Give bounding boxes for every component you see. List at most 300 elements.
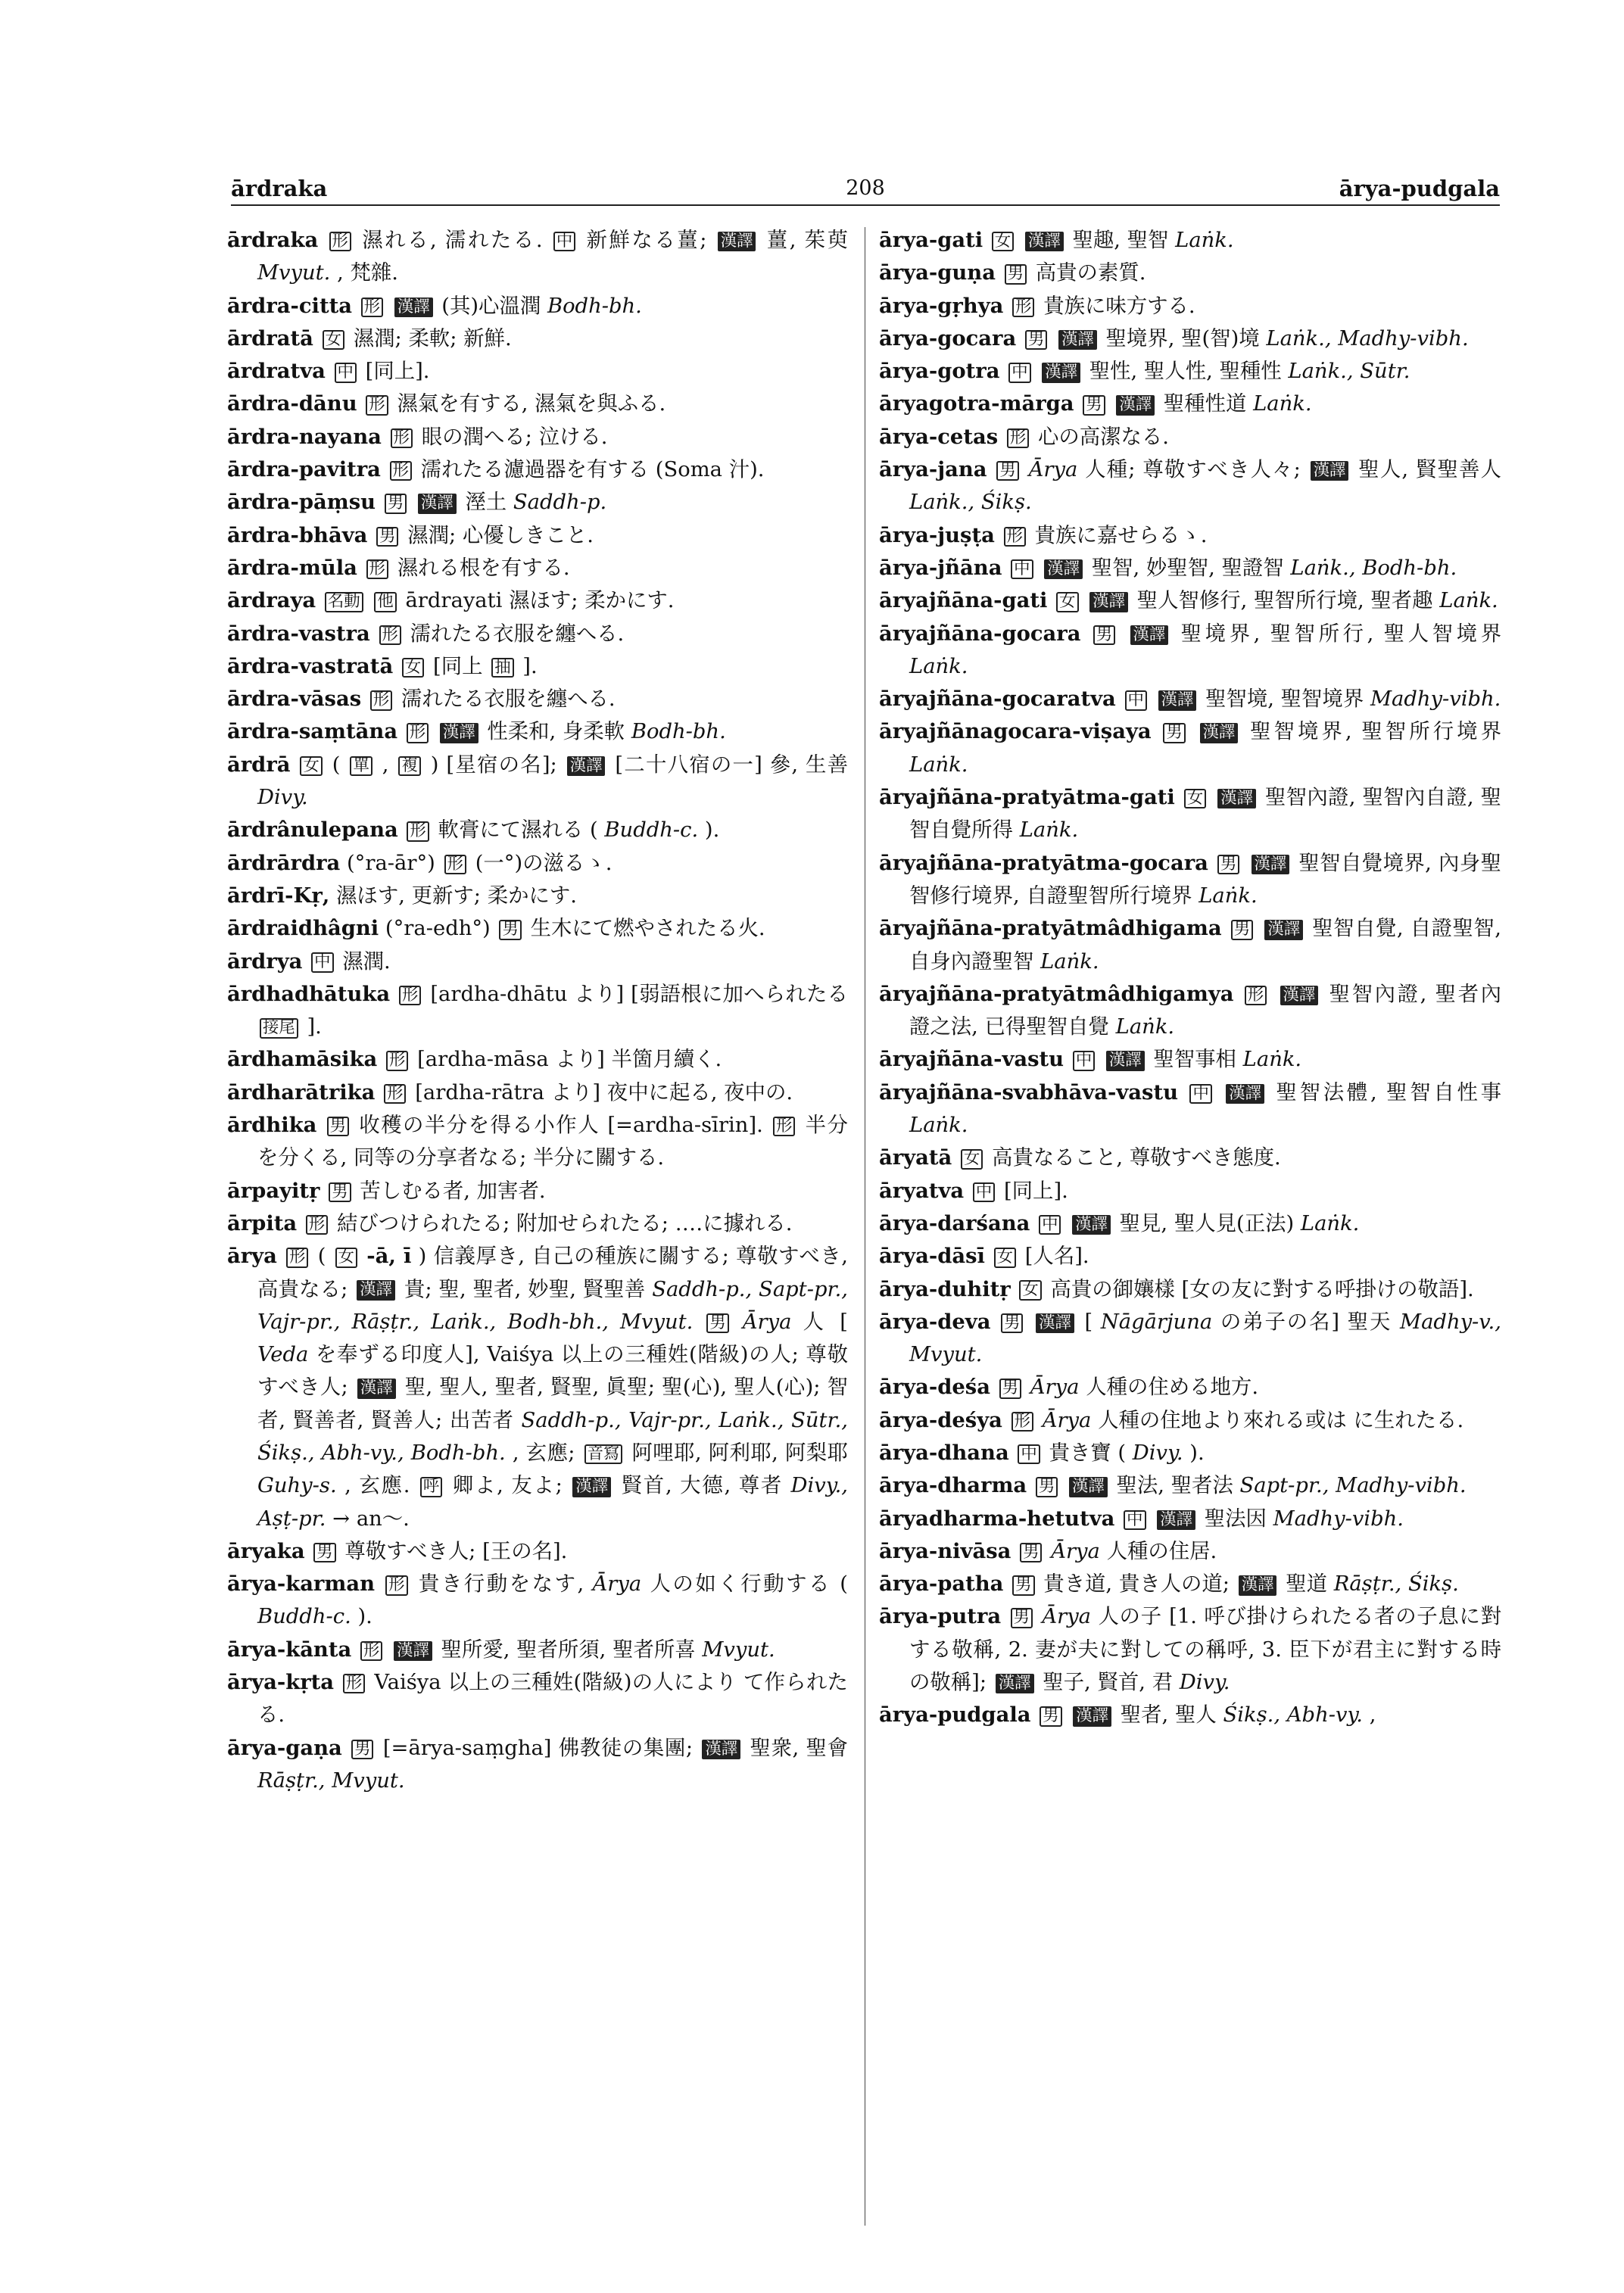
- definition-text: [=ārya-saṃgha] 佛教徒の集團;: [382, 1736, 694, 1760]
- grammar-tag: 男: [1083, 395, 1105, 415]
- definition-text: 阿哩耶, 阿利耶, 阿梨耶: [631, 1441, 848, 1465]
- source-citation: Divy., Aṣṭ-pr.: [257, 1474, 848, 1531]
- entry-headword: āryajñāna-pratyātmâdhigamya: [879, 981, 1234, 1006]
- entry-headword: ārdrya: [227, 949, 303, 974]
- entry-headword: āryajñāna-vastu: [879, 1047, 1064, 1072]
- running-head-left: ārdraka: [231, 176, 328, 201]
- entry-headword: ārya-pudgala: [879, 1703, 1031, 1728]
- entry-headword: ārdratā: [227, 326, 313, 350]
- grammar-tag: 形: [444, 855, 466, 874]
- definition-text: 心の高潔なる.: [1037, 425, 1170, 449]
- entry-headword: ārpayitṛ: [227, 1178, 320, 1203]
- header-rule: [231, 204, 1500, 206]
- definition-text: ,: [382, 752, 389, 777]
- definition-text: 聖智, 妙聖智, 聖證智: [1091, 556, 1284, 580]
- dictionary-entry: [879, 224, 1501, 257]
- dictionary-entry: [227, 1043, 848, 1076]
- definition-text: 貴き行動をなす,: [418, 1572, 584, 1597]
- definition-text: ].: [307, 1015, 322, 1039]
- source-citation: Laṅk.: [1040, 949, 1099, 974]
- translation-marker: 漢譯: [1058, 330, 1097, 350]
- definition-text: 聖智境, 聖智境界: [1205, 687, 1364, 712]
- grammar-tag: 形: [1004, 527, 1026, 547]
- definition-text: の弟子の名] 聖天: [1220, 1310, 1392, 1334]
- definition-text: 人種の住地より來れる或は に生れたる.: [1098, 1408, 1464, 1432]
- grammar-tag: 形: [386, 1051, 408, 1070]
- entry-headword: ārya-gotra: [879, 359, 1000, 384]
- dictionary-entry: [227, 1732, 848, 1798]
- entry-headword: ārdra-pavitra: [227, 457, 381, 482]
- definition-text: 濕れる根を有する.: [397, 556, 570, 580]
- grammar-tag: 男: [385, 494, 407, 513]
- definition-text: 貴族に嘉せらるゝ.: [1034, 523, 1208, 547]
- entry-headword: āryajñāna-gocaratva: [879, 687, 1116, 712]
- source-citation: Ārya: [1028, 458, 1078, 482]
- entry-headword: ārya-jñāna: [879, 555, 1002, 580]
- grammar-tag: 女: [994, 1248, 1016, 1267]
- grammar-tag: 形: [329, 232, 351, 251]
- entry-headword: ārya-duhitṛ: [879, 1276, 1011, 1301]
- translation-marker: 漢譯: [1089, 592, 1128, 612]
- grammar-tag: 女: [1184, 789, 1206, 808]
- entry-headword: ārya-dhana: [879, 1440, 1009, 1465]
- grammar-tag: 形: [343, 1674, 365, 1693]
- definition-text: Vaiśya 以上の三種姓(階級)の人により て作られたる.: [257, 1671, 848, 1728]
- entry-headword: ārdra-bhāva: [227, 522, 368, 547]
- dictionary-entry: [227, 224, 848, 290]
- definition-text: 高貴の御孃樣 [女の友に對する呼掛けの敬語].: [1050, 1277, 1474, 1301]
- source-citation: Nāgārjuna: [1100, 1310, 1213, 1334]
- source-citation: Madhy-vibh.: [1273, 1506, 1404, 1531]
- translation-marker: 漢譯: [718, 232, 756, 251]
- grammar-tag: 中: [1073, 1051, 1095, 1070]
- definition-text: 溼土: [465, 491, 507, 515]
- entry-headword: ārya-kānta: [227, 1637, 352, 1662]
- definition-text: ).: [704, 818, 720, 843]
- grammar-tag: 男: [1001, 1313, 1023, 1333]
- entry-headword: ārdraya: [227, 588, 316, 613]
- definition-text: 貴; 聖, 聖者, 妙聖, 賢聖善: [404, 1277, 646, 1301]
- grammar-tag: 男: [999, 1379, 1021, 1398]
- definition-text: 聖法, 聖者法: [1116, 1474, 1233, 1498]
- entry-headword: ārya-guṇa: [879, 260, 996, 285]
- translation-marker: 漢譯: [1044, 559, 1083, 579]
- entry-headword: āryajñāna-gocara: [879, 621, 1081, 646]
- dictionary-entry: [227, 355, 848, 388]
- dictionary-entry: [227, 814, 848, 846]
- entry-headword: ārya-jana: [879, 457, 987, 482]
- dictionary-entry: [879, 618, 1501, 684]
- dictionary-entry: [227, 1207, 848, 1240]
- definition-text: 眼の潤へる; 泣ける.: [421, 425, 608, 449]
- definition-text: 人の子 [1. 呼び掛けられたる者の子息に對する敬稱, 2. 妻が夫に對しての稱呼, 3. 臣下が君主に對する時の敬稱];: [909, 1605, 1501, 1695]
- source-citation: Śikṣ., Abh-vy.: [1223, 1703, 1363, 1728]
- entry-headword: ārya-nivāsa: [879, 1538, 1011, 1563]
- grammar-tag: 男: [1231, 920, 1253, 939]
- grammar-tag: 形: [1011, 1412, 1033, 1432]
- definition-text: 人種の住める地方.: [1086, 1375, 1259, 1400]
- dictionary-entry: [879, 683, 1501, 715]
- grammar-tag: 男: [313, 1543, 335, 1562]
- entry-headword: āryajñāna-pratyātma-gocara: [879, 850, 1208, 875]
- translation-marker: 漢譯: [394, 298, 433, 317]
- grammar-tag: 男: [706, 1313, 728, 1333]
- definition-text: (一°)の滋るゝ.: [475, 851, 613, 875]
- definition-text: 收穫の半分を得る小作人 [=ardha-sīrin].: [359, 1114, 763, 1138]
- grammar-tag: 男: [329, 1182, 351, 1202]
- grammar-tag: 男: [376, 527, 398, 547]
- dictionary-entry: [227, 946, 848, 978]
- grammar-tag: 中: [1125, 690, 1147, 710]
- grammar-tag: 女: [1019, 1280, 1041, 1300]
- grammar-tag: 單: [350, 756, 372, 776]
- dictionary-entry: [879, 355, 1501, 388]
- entry-headword: āryajñāna-pratyātmâdhigama: [879, 916, 1222, 941]
- grammar-tag: 男: [1025, 330, 1047, 350]
- translation-marker: 漢譯: [357, 1379, 396, 1398]
- entry-headword: ārya-deva: [879, 1309, 991, 1334]
- dictionary-entry: [227, 453, 848, 486]
- translation-marker: 漢譯: [1226, 1084, 1264, 1104]
- definition-text: [同上].: [1003, 1179, 1068, 1203]
- source-citation: Divy.: [1132, 1441, 1183, 1465]
- definition-text: 高貴なること, 尊敬すべき態度.: [992, 1146, 1281, 1170]
- entry-headword: āryajñāna-gati: [879, 588, 1048, 613]
- dictionary-entry: [879, 1142, 1501, 1174]
- grammar-tag: 男: [1005, 264, 1027, 284]
- dictionary-entry: [879, 912, 1501, 978]
- entry-headword: āryajñāna-pratyātma-gati: [879, 785, 1175, 810]
- grammar-tag: 中: [1011, 559, 1033, 579]
- definition-text: ) [星宿の名];: [430, 752, 557, 777]
- source-citation: Laṅk.: [1115, 1015, 1175, 1039]
- definition-text: 聖人智修行, 聖智所行境, 聖者趣: [1136, 589, 1433, 613]
- translation-marker: 漢譯: [1042, 363, 1080, 382]
- entry-headword: ārdra-vastra: [227, 621, 370, 646]
- definition-text: 聖智內證, 聖智內自證, 聖智自覺所得: [909, 786, 1501, 843]
- source-citation: Rāṣṭr., Mvyut.: [257, 1768, 405, 1793]
- source-citation: Laṅk.: [1439, 589, 1498, 613]
- definition-text: , 玄應.: [344, 1474, 410, 1498]
- source-citation: Laṅk., Madhy-vibh.: [1266, 326, 1469, 350]
- source-citation: Bodh-bh.: [547, 294, 642, 318]
- definition-text: 聖子, 賢首, 君: [1043, 1671, 1174, 1695]
- grammar-tag: 女: [1056, 592, 1078, 612]
- translation-marker: 漢譯: [1280, 986, 1319, 1005]
- translation-marker: 漢譯: [1157, 1510, 1195, 1530]
- definition-text: (: [332, 752, 341, 777]
- source-citation: Laṅk.: [1242, 1048, 1302, 1072]
- source-citation: Sapt-pr., Madhy-vibh.: [1239, 1474, 1467, 1498]
- grammar-tag: 形: [361, 298, 383, 317]
- definition-text: 性柔和, 身柔軟: [487, 720, 625, 744]
- dictionary-entry: [227, 519, 848, 552]
- grammar-tag: 形: [773, 1117, 795, 1136]
- definition-text: 聖智境界, 聖智所行境界: [1250, 720, 1501, 744]
- grammar-tag: 男: [996, 461, 1018, 481]
- definition-text: 聖所愛, 聖者所須, 聖者所喜: [441, 1637, 696, 1662]
- grammar-tag: 男: [1093, 625, 1115, 645]
- definition-text: ārdrayati 濕ほす; 柔かにす.: [405, 589, 675, 613]
- entry-headword: ārdraka: [227, 228, 319, 252]
- grammar-tag: 音寫: [584, 1444, 623, 1464]
- grammar-tag: 男: [1036, 1477, 1058, 1497]
- translation-marker: 漢譯: [1106, 1051, 1145, 1070]
- dictionary-entry: [879, 421, 1501, 453]
- definition-text: 人 [: [803, 1310, 848, 1334]
- page-number: 208: [846, 176, 885, 200]
- definition-text: 聖智事相: [1153, 1048, 1236, 1072]
- dictionary-entry: [227, 618, 848, 650]
- definition-text: 貴き寶 (: [1049, 1441, 1127, 1465]
- source-citation: Ārya: [1030, 1375, 1080, 1400]
- dictionary-entry: [227, 912, 848, 945]
- dictionary-entry: [879, 1076, 1501, 1142]
- source-citation: Laṅk.: [1019, 818, 1079, 843]
- source-citation: Laṅk., Sūtr.: [1288, 360, 1410, 384]
- entry-headword: āryadharma-hetutva: [879, 1506, 1115, 1531]
- definition-text: 濕潤.: [342, 949, 391, 974]
- entry-headword: ārya-patha: [879, 1572, 1004, 1597]
- definition-text: , 玄應;: [512, 1441, 575, 1465]
- definition-text: 聖道: [1286, 1572, 1327, 1597]
- dictionary-entry: [227, 290, 848, 322]
- inflection-form: -ā, ī: [366, 1244, 412, 1269]
- definition-text: [: [1084, 1310, 1093, 1334]
- entry-headword: ārdraidhâgni: [227, 916, 379, 941]
- definition-text: 人の如く行動する (: [650, 1572, 848, 1597]
- source-citation: Saddh-p.: [513, 491, 607, 515]
- dictionary-entry: [879, 1600, 1501, 1699]
- definition-text: 卿よ, 友よ;: [452, 1474, 563, 1498]
- definition-text: 生木にて燃やされたる火.: [530, 917, 765, 941]
- definition-text: 貴族に味方する.: [1043, 294, 1195, 318]
- dictionary-entry: [879, 519, 1501, 552]
- dictionary-entry: [879, 322, 1501, 355]
- dictionary-entry: [879, 1306, 1501, 1372]
- source-citation: Buddh-c.: [604, 818, 699, 843]
- definition-text: ].: [522, 654, 538, 678]
- translation-marker: 漢譯: [1200, 723, 1239, 743]
- entry-headword: ārdrī-Kṛ,: [227, 883, 330, 908]
- dictionary-entry: [227, 421, 848, 453]
- definition-text: 濡れたる衣服を纏へる.: [401, 687, 616, 712]
- grammar-tag: 中: [1124, 1510, 1146, 1530]
- grammar-tag: 形: [384, 1084, 406, 1104]
- grammar-tag: 中: [1008, 363, 1030, 382]
- grammar-tag: 形: [1245, 986, 1267, 1005]
- dictionary-entry: [227, 1076, 848, 1109]
- grammar-tag: 女: [992, 232, 1014, 251]
- definition-text: → an〜.: [332, 1506, 410, 1531]
- grammar-tag: 男: [1011, 1608, 1033, 1628]
- definition-text: 聖智自覺, 自證聖智, 自身內證聖智: [909, 917, 1501, 974]
- source-citation: Rāṣṭr., Śikṣ.: [1333, 1572, 1459, 1597]
- grammar-tag: 形: [399, 986, 421, 1005]
- definition-text: 聖種性道: [1163, 392, 1247, 416]
- dictionary-entry: [879, 1207, 1501, 1240]
- dictionary-entry: [227, 1240, 848, 1535]
- translation-marker: 漢譯: [1116, 395, 1155, 415]
- source-citation: Laṅk.: [909, 752, 968, 777]
- definition-text: ) 信義厚き, 自己の種族に關する; 尊敬すべき, 高貴なる;: [257, 1245, 848, 1301]
- definition-text: 人種の住居.: [1106, 1539, 1217, 1563]
- definition-text: 濕氣を有する, 濕氣を與ふる.: [397, 392, 666, 416]
- translation-marker: 漢譯: [567, 756, 606, 776]
- grammar-tag: 男: [1012, 1575, 1034, 1595]
- grammar-tag: 男: [327, 1117, 349, 1136]
- source-citation: Laṅk.: [909, 654, 968, 678]
- grammar-tag: 男: [499, 920, 521, 939]
- grammar-tag: 中: [311, 952, 333, 972]
- grammar-tag: 形: [407, 723, 429, 743]
- grammar-tag: 中: [1039, 1215, 1061, 1235]
- entry-headword: āryatā: [879, 1145, 952, 1170]
- entry-headword: āryajñāna-svabhāva-vastu: [879, 1080, 1179, 1104]
- grammar-tag: 中: [553, 232, 575, 251]
- entry-headword: ārya-cetas: [879, 424, 999, 449]
- translation-marker: 漢譯: [996, 1674, 1034, 1693]
- grammar-tag: 男: [1020, 1543, 1042, 1562]
- source-citation: Divy.: [257, 786, 308, 810]
- dictionary-entry: [227, 1109, 848, 1175]
- translation-marker: 漢譯: [1130, 625, 1169, 645]
- dictionary-entry: [879, 978, 1501, 1044]
- dictionary-entry: [879, 1568, 1501, 1600]
- grammar-tag: 形: [407, 821, 429, 841]
- dictionary-entry: [227, 552, 848, 584]
- grammar-tag: 形: [286, 1248, 308, 1267]
- dictionary-entry: [227, 1175, 848, 1207]
- dictionary-entry: [879, 1699, 1501, 1731]
- definition-text: (其)心溫潤: [441, 294, 541, 318]
- dictionary-entry: [879, 1469, 1501, 1502]
- grammar-tag: 呼: [420, 1477, 442, 1497]
- running-head-right: ārya-pudgala: [1339, 176, 1500, 201]
- entry-headword: ārdra-vāsas: [227, 687, 362, 712]
- definition-text: 聖智自覺境界, 內身聖智修行境界, 自證聖智所行境界: [909, 851, 1501, 908]
- grammar-tag: 男: [351, 1740, 373, 1759]
- entry-headword: āryajñānagocara-viṣaya: [879, 719, 1152, 744]
- grammar-tag: 男: [1163, 723, 1185, 743]
- entry-headword: ārya-darśana: [879, 1210, 1030, 1235]
- translation-marker: 漢譯: [1072, 1215, 1111, 1235]
- grammar-tag: 形: [379, 625, 401, 645]
- definition-text: [ardha-dhātu より] [弱語根に加へられたる: [430, 982, 848, 1006]
- definition-text: [同上: [433, 654, 483, 678]
- definition-text: 濕ほす, 更新す; 柔かにす.: [336, 883, 577, 908]
- running-head: [231, 168, 1500, 201]
- translation-marker: 漢譯: [572, 1477, 611, 1497]
- dictionary-entry: [879, 847, 1501, 913]
- definition-text: [二十八宿の一] 參, 生善: [615, 752, 848, 777]
- dictionary-entry: [879, 552, 1501, 584]
- dictionary-entry: [879, 1371, 1501, 1404]
- grammar-tag: 女: [402, 658, 424, 678]
- grammar-tag: 中: [1189, 1084, 1211, 1104]
- source-citation: Bodh-bh.: [631, 720, 726, 744]
- dictionary-entry: [227, 1666, 848, 1732]
- grammar-tag: 形: [360, 1641, 382, 1661]
- source-citation: Ārya: [742, 1310, 792, 1334]
- dictionary-entry: [879, 1503, 1501, 1535]
- definition-text: [ardha-māsa より] 半箇月續く.: [417, 1048, 722, 1072]
- entry-headword: ārya-putra: [879, 1604, 1002, 1629]
- definition-text: 聖法因: [1204, 1506, 1267, 1531]
- grammar-tag: 中: [1018, 1444, 1040, 1464]
- definition-text: 聖趣, 聖智: [1072, 229, 1169, 252]
- source-citation: Ārya: [1051, 1539, 1100, 1563]
- entry-headword: ārya-dāsī: [879, 1244, 985, 1269]
- entry-headword: ārya-gaṇa: [227, 1735, 342, 1760]
- grammar-tag: 名動: [325, 592, 363, 612]
- translation-marker: 漢譯: [1158, 690, 1197, 710]
- entry-headword: ārya-gati: [879, 228, 983, 252]
- dictionary-entry: [879, 1404, 1501, 1437]
- dictionary-entry: [879, 1437, 1501, 1469]
- grammar-tag: 中: [973, 1182, 995, 1202]
- entry-headword: ārya-deśya: [879, 1407, 1002, 1432]
- dictionary-entry: [879, 1175, 1501, 1207]
- grammar-tag: 女: [335, 1248, 357, 1267]
- grammar-tag: 形: [1012, 298, 1034, 317]
- entry-headword: ārdra-saṃtāna: [227, 719, 398, 744]
- translation-marker: 漢譯: [1073, 1706, 1111, 1726]
- entry-headword: ārdra-nayana: [227, 424, 382, 449]
- grammar-tag: 男: [1217, 855, 1239, 874]
- grammar-tag: 形: [391, 428, 413, 448]
- dictionary-entry: [227, 749, 848, 815]
- entry-headword: ārya-dharma: [879, 1473, 1027, 1498]
- dictionary-entry: [227, 322, 848, 355]
- definition-text: 軟膏にて濕れる: [438, 818, 584, 843]
- grammar-tag: 形: [390, 461, 412, 481]
- definition-text: 新鮮なる薑;: [586, 229, 707, 252]
- grammar-tag: 形: [385, 1575, 407, 1595]
- source-citation: Ārya: [1042, 1408, 1092, 1432]
- entry-headword: āryaka: [227, 1538, 305, 1563]
- translation-marker: 漢譯: [418, 494, 457, 513]
- definition-text: 人種; 尊敬すべき人々;: [1085, 458, 1301, 482]
- grammar-tag: 形: [366, 559, 388, 579]
- left-column: [227, 224, 848, 1797]
- definition-text: 聖者, 聖人: [1120, 1703, 1217, 1728]
- definition-text: 聖性, 聖人性, 聖種性: [1089, 360, 1282, 384]
- grammar-tag: 女: [323, 330, 344, 350]
- translation-marker: 漢譯: [702, 1740, 740, 1759]
- entry-headword: ārya-karman: [227, 1572, 376, 1597]
- definition-text: [人名].: [1024, 1245, 1089, 1269]
- source-citation: Madhy-v., Mvyut.: [909, 1310, 1501, 1367]
- entry-headword: ārya: [227, 1244, 277, 1269]
- definition-text: 聖, 聖人, 聖者, 賢聖, 眞聖; 聖(心), 聖人(心); 智者, 賢善者, 賢善人; 出苦者: [257, 1375, 848, 1432]
- entry-headword: ārpita: [227, 1210, 298, 1235]
- source-citation: Laṅk.: [1253, 392, 1312, 416]
- dictionary-entry: [227, 388, 848, 420]
- definition-text: 濡れたる濾過器を有する (Soma 汁).: [420, 458, 765, 482]
- definition-text: 薑, 茱萸: [766, 229, 849, 252]
- source-citation: Saddh-p., Vajr-pr., Laṅk., Sūtr., Śikṣ., Abh-vy., Bodh-bh.: [257, 1408, 848, 1465]
- definition-text: 聖境界, 聖智所行, 聖人智境界: [1180, 622, 1502, 646]
- dictionary-entry: [879, 1535, 1501, 1568]
- definition-text: 濕潤; 心優しきこと.: [407, 523, 594, 547]
- grammar-tag: 女: [300, 756, 322, 776]
- definition-text: 半分を分くる, 同等の分享者なる; 半分に關する.: [257, 1114, 848, 1170]
- translation-marker: 漢譯: [1239, 1575, 1277, 1595]
- dictionary-entry: [227, 1535, 848, 1568]
- translation-marker: 漢譯: [1036, 1313, 1074, 1333]
- source-citation: Laṅk.: [1199, 883, 1258, 908]
